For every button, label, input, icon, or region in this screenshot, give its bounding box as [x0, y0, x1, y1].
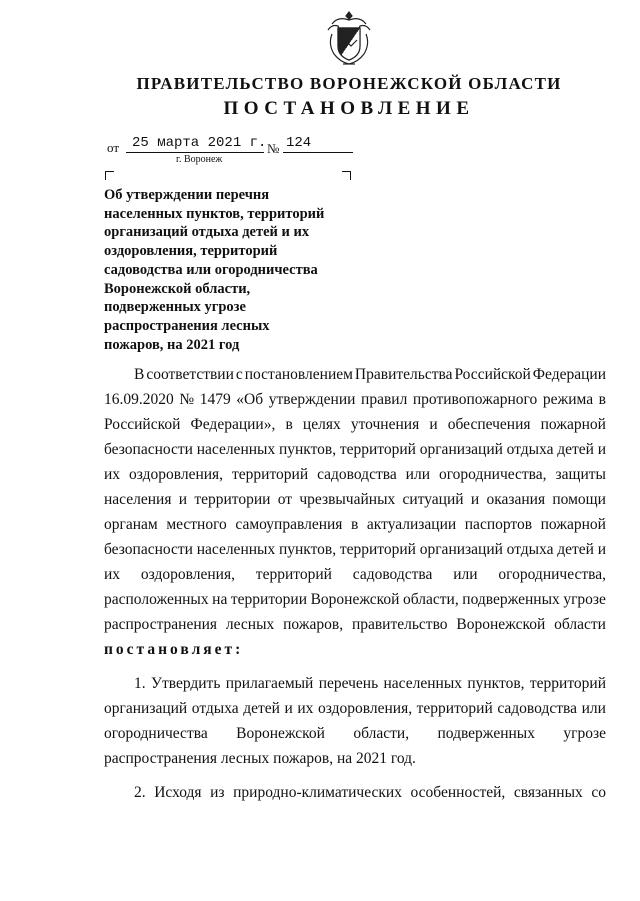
word: местного — [166, 516, 227, 533]
subject-line: Об утверждении перечня — [104, 187, 270, 203]
word: помощи — [552, 491, 606, 508]
word: подверженных — [437, 725, 535, 742]
word: Российской — [454, 366, 531, 383]
text-line — [104, 387, 606, 412]
word: расположенных — [104, 591, 209, 608]
word: оздоровления, — [129, 466, 224, 483]
word: и — [597, 541, 606, 558]
document-number: 124 — [286, 135, 312, 151]
word: и — [470, 491, 480, 508]
word: детей — [243, 700, 280, 717]
word: паспортов — [464, 516, 533, 533]
word: территорий — [255, 566, 332, 583]
word: отдыха — [506, 441, 554, 458]
word: Федерации», — [190, 416, 276, 433]
document-type: ПОСТАНОВЛЕНИЕ — [223, 98, 475, 119]
word: Воронежской — [236, 725, 325, 742]
word: или — [581, 700, 606, 717]
word: на — [212, 591, 228, 608]
word: в — [351, 516, 359, 533]
word: или — [453, 566, 478, 583]
word: с — [235, 366, 243, 383]
word: В — [134, 366, 145, 383]
word: и — [597, 441, 606, 458]
word: и — [284, 700, 293, 717]
paragraph-item-2 — [104, 780, 606, 805]
word: Воронежской — [456, 616, 546, 633]
word: организаций — [419, 441, 503, 458]
word: природно-климатических — [233, 784, 402, 801]
coat-of-arms-icon — [318, 8, 380, 70]
word: Федерации — [532, 366, 606, 383]
word: пунктов, — [278, 541, 337, 558]
text-line — [104, 562, 606, 587]
word: отдыха — [191, 700, 239, 717]
text-line — [104, 587, 606, 612]
word: и — [178, 491, 188, 508]
word: подверженных — [462, 591, 560, 608]
word: от — [277, 491, 293, 508]
word: правил — [361, 391, 408, 408]
word: актуализации — [366, 516, 457, 533]
word: 16.09.2020 — [104, 391, 174, 408]
word: постановлением — [244, 366, 353, 383]
word: 1. — [134, 675, 146, 692]
word: угрозе — [563, 725, 606, 742]
word: территорий — [339, 441, 416, 458]
word: чрезвычайных — [299, 491, 396, 508]
word: территорий — [529, 675, 606, 692]
text-line — [104, 671, 606, 696]
word: со — [591, 784, 606, 801]
word: территорий — [416, 700, 493, 717]
word: организаций — [104, 700, 188, 717]
word: особенностей, — [410, 784, 506, 801]
title-bracket-right — [342, 171, 351, 180]
subject-line: садоводства или огородничества — [104, 261, 318, 278]
document-date: 25 марта 2021 г. — [132, 135, 267, 151]
word: перечень — [318, 675, 379, 692]
word: 1479 — [199, 391, 231, 408]
text-line — [104, 512, 606, 537]
word: населенных — [383, 675, 462, 692]
text-line — [104, 362, 606, 387]
subject-line: Воронежской области, — [104, 280, 251, 297]
word: 2. — [134, 784, 146, 801]
word: безопасности — [104, 541, 193, 558]
text-line — [104, 412, 606, 437]
subject-line: распространения лесных — [104, 317, 270, 334]
word: из — [210, 784, 225, 801]
subject-line: организаций отдыха детей и их — [104, 224, 310, 241]
word: органам — [104, 516, 158, 533]
document-city: г. Воронеж — [176, 154, 223, 165]
word: организаций — [419, 541, 503, 558]
subject-line: оздоровления, территорий — [104, 243, 278, 260]
word: обеспечения — [447, 416, 531, 433]
word: Правительства — [354, 366, 453, 383]
word: Исходя — [154, 784, 202, 801]
word: Утвердить — [150, 675, 221, 692]
word: и — [429, 416, 438, 433]
word: лесных — [225, 616, 275, 633]
word: пунктов, — [467, 675, 525, 692]
paragraph-preamble — [104, 362, 606, 662]
document-subject — [104, 186, 374, 354]
word: территории — [194, 491, 271, 508]
subject-line: пожаров, на 2021 год — [104, 336, 240, 353]
word: садоводства — [497, 700, 577, 717]
word: огородничества, — [438, 466, 547, 483]
word: их — [297, 700, 314, 717]
word: оздоровления, — [140, 566, 235, 583]
word: соответствии — [146, 366, 234, 383]
subject-line: подверженных угрозе — [104, 299, 246, 316]
word: населения — [104, 491, 172, 508]
word: детей — [557, 541, 594, 558]
resolves-word: постановляет: — [104, 641, 244, 658]
word: оздоровления, — [318, 700, 413, 717]
word: детей — [557, 441, 594, 458]
text-line — [104, 437, 606, 462]
text-line: распространения лесных пожаров, на 2021 год. — [104, 750, 416, 767]
word: области, — [353, 725, 410, 742]
word: их — [104, 566, 121, 583]
word: населенных — [196, 441, 276, 458]
word: целях — [302, 416, 341, 433]
word: правительство — [351, 616, 448, 633]
word: области — [554, 616, 606, 633]
word: прилагаемый — [225, 675, 314, 692]
text-line — [104, 462, 606, 487]
text-line — [104, 487, 606, 512]
word: «Об — [236, 391, 264, 408]
text-line — [104, 721, 606, 746]
word: садоводства — [352, 566, 433, 583]
word: ситуаций — [402, 491, 464, 508]
word: Воронежской — [310, 591, 400, 608]
paragraph-item-1 — [104, 671, 606, 771]
word: пунктов, — [278, 441, 337, 458]
text-line — [104, 612, 606, 637]
document-body — [104, 362, 606, 805]
text-line — [104, 696, 606, 721]
word: пожарной — [540, 516, 606, 533]
word: распространения — [104, 616, 218, 633]
word: Российской — [104, 416, 181, 433]
word: территорий — [339, 541, 416, 558]
word: или — [405, 466, 430, 483]
word: пожарной — [540, 416, 606, 433]
title-bracket-left — [105, 171, 114, 180]
word: оказания — [486, 491, 546, 508]
word: области, — [403, 591, 459, 608]
word: самоуправления — [235, 516, 343, 533]
word: территорий — [232, 466, 309, 483]
word: защиты — [555, 466, 606, 483]
word: их — [104, 466, 121, 483]
number-label: № — [267, 141, 280, 156]
word: в — [285, 416, 293, 433]
word: огородничества, — [498, 566, 606, 583]
word: отдыха — [506, 541, 554, 558]
organization-title: ПРАВИТЕЛЬСТВО ВОРОНЕЖСКОЙ ОБЛАСТИ — [136, 74, 562, 93]
word: связанных — [513, 784, 583, 801]
text-line — [104, 537, 606, 562]
word: территории — [230, 591, 308, 608]
word: в — [598, 391, 606, 408]
word: режима — [542, 391, 594, 408]
word: угрозе — [563, 591, 606, 608]
word: противопожарного — [412, 391, 538, 408]
word: уточнения — [350, 416, 420, 433]
number-underline — [283, 152, 353, 153]
word: № — [179, 391, 195, 408]
date-label: от — [107, 140, 120, 155]
text-line — [104, 780, 606, 805]
word: пожаров, — [283, 616, 344, 633]
word: огородничества — [104, 725, 208, 742]
word: населенных — [196, 541, 276, 558]
date-underline — [126, 152, 264, 153]
word: садоводства — [317, 466, 397, 483]
subject-line: населенных пунктов, территорий — [104, 205, 325, 222]
word: утверждении — [268, 391, 356, 408]
word: безопасности — [104, 441, 193, 458]
